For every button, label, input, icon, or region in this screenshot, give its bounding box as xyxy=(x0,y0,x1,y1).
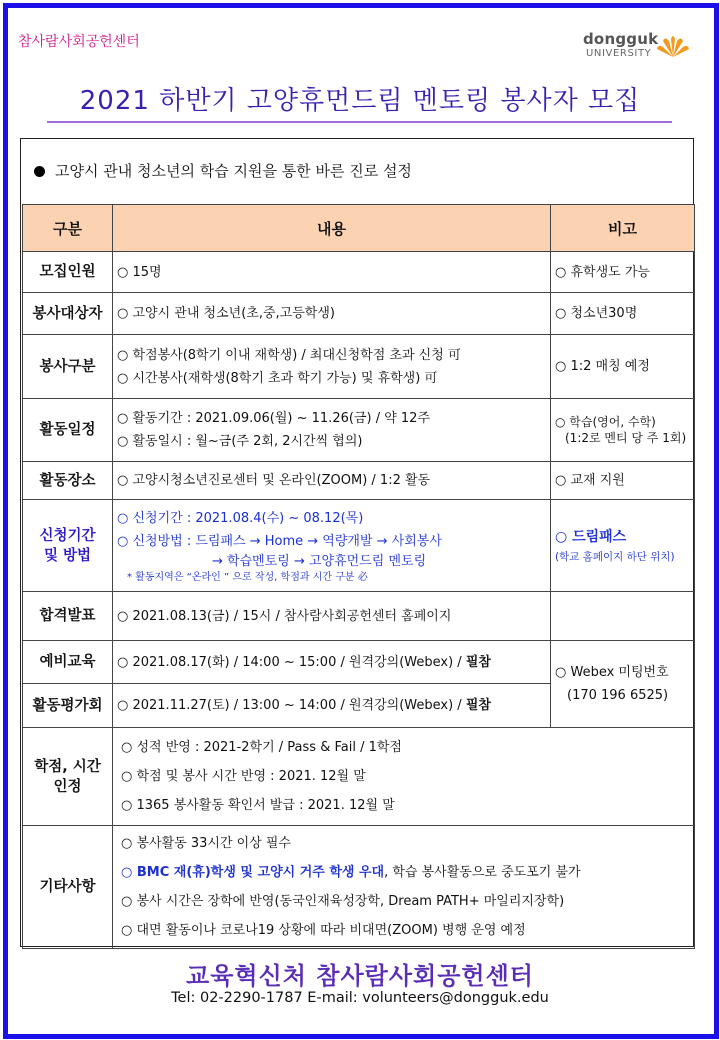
intro-text: 고양시 관내 청소년의 학습 지원을 통한 바른 진로 설정 xyxy=(55,162,412,180)
header-content: 내용 xyxy=(113,205,551,252)
footer-contact: Tel: 02-2290-1787 E-mail: volunteers@dongguk.edu xyxy=(171,990,549,1006)
cell-text: ○ 시간봉사(재학생(8학기 초과 학기 가능) 및 휴학생) 可 xyxy=(117,370,438,386)
row-label xyxy=(23,500,113,592)
cell-text: ○ 1365 봉사활동 확인서 발급 : 2021. 12월 말 xyxy=(121,798,395,813)
required-badge: 필참 xyxy=(465,654,491,670)
footnote: * 활동지역은 “온라인 ” 으로 작성, 학점과 시간 구분 必 xyxy=(127,571,368,583)
lotus-logo-icon xyxy=(655,27,691,63)
table-row xyxy=(23,252,695,293)
cell-text: → 학습멘토링 → 고양휴먼드림 멘토링 xyxy=(212,553,427,569)
row-label-line: 학점, 시간 xyxy=(34,758,101,775)
remark-text: (170 196 6525) xyxy=(567,688,669,703)
row-label: 활동장소 xyxy=(23,462,113,500)
cell-text-rest: , 학습 봉사활동으로 중도포기 불가 xyxy=(384,865,581,880)
cell-text: ○ 신청방법 : 드림패스 → Home → 역량개발 → 사회봉사 xyxy=(117,533,442,549)
cell-text: ○ 2021.08.13(금) / 15시 / 참사람사회공헌센터 홈페이지 xyxy=(117,608,452,624)
row-label: 모집인원 xyxy=(23,252,113,293)
cell-text: ○ 15명 xyxy=(117,264,162,280)
cell-text-main: ○ 2021.11.27(토) / 13:00 ~ 14:00 / 원격강의(Webex) / xyxy=(117,698,466,713)
remark-text: ○ 학습(영어, 수학) xyxy=(555,415,656,429)
cell-text: ○ 활동일시 : 월~금(주 2회, 2시간씩 협의) xyxy=(117,434,363,449)
cell-text: ○ 활동기간 : 2021.09.06(월) ~ 11.26(금) / 약 12주 xyxy=(117,411,430,426)
remark-text: ○ 드림패스 xyxy=(555,528,627,545)
logo-text: dongguk xyxy=(583,30,659,48)
required-badge: 필참 xyxy=(465,698,491,713)
cell-text: ○ 고양시 관내 청소년(초,중,고등학생) xyxy=(117,306,335,321)
page-title: 2021 하반기 고양휴먼드림 멘토링 봉사자 모집 xyxy=(79,86,641,116)
empty-cell xyxy=(551,592,695,641)
header-category: 구분 xyxy=(23,205,113,252)
cell-text: ○ 성적 반영 : 2021-2학기 / Pass & Fail / 1학점 xyxy=(121,740,402,755)
cell-text-emphasis: ○ BMC 재(휴)학생 및 고양시 거주 학생 우대 xyxy=(121,865,385,880)
recruitment-table xyxy=(22,204,695,949)
cell-text xyxy=(117,651,546,674)
cell-text: ○ 봉사 시간은 장학에 반영(동국인재육성장학, Dream PATH+ 마일리지장학) xyxy=(121,894,565,909)
cell-text-main: ○ 2021.08.17(화) / 14:00 ~ 15:00 / 원격강의(Webex) / xyxy=(117,654,466,670)
row-label: 합격발표 xyxy=(23,592,113,641)
center-name: 참사람사회공헌센터 xyxy=(18,34,140,50)
cell-text xyxy=(117,694,546,717)
row-label: 예비교육 xyxy=(23,641,113,684)
remark-text: ○ 청소년30명 xyxy=(555,306,638,321)
cell-text xyxy=(121,858,690,887)
remark-text: (1:2로 멘티 당 주 1회) xyxy=(565,431,687,445)
row-label xyxy=(23,728,113,826)
table-row xyxy=(23,592,695,641)
bullet-icon xyxy=(34,166,45,177)
row-label-line: 신청기간 xyxy=(39,527,96,544)
remark-text: (학교 홈페이지 하단 위치) xyxy=(555,550,675,563)
table-row xyxy=(23,728,695,826)
intro-line xyxy=(34,160,412,181)
cell-text: ○ 봉사활동 33시간 이상 필수 xyxy=(121,836,291,851)
remark-text: ○ 1:2 매칭 예정 xyxy=(555,359,650,374)
remark-text: ○ Webex 미팅번호 xyxy=(555,665,669,680)
footer-org: 교육혁신처 참사람사회공헌센터 xyxy=(186,962,534,990)
logo-subtext: UNIVERSITY xyxy=(586,48,652,59)
table-row xyxy=(23,399,695,462)
table-row xyxy=(23,826,695,949)
remark-text: ○ 휴학생도 가능 xyxy=(555,264,650,280)
row-label-line: 인정 xyxy=(53,778,82,795)
cell-text: ○ 학점 및 봉사 시간 반영 : 2021. 12월 말 xyxy=(121,769,366,784)
dongguk-logo xyxy=(583,27,693,67)
table-row xyxy=(23,641,695,684)
header-remarks: 비고 xyxy=(551,205,695,252)
row-label: 활동일정 xyxy=(23,399,113,462)
cell-text: ○ 대면 활동이나 코로나19 상황에 따라 비대면(ZOOM) 병행 운영 예정 xyxy=(121,923,526,938)
cell-text: ○ 신청기간 : 2021.08.4(수) ~ 08.12(목) xyxy=(117,510,364,526)
row-label: 기타사항 xyxy=(23,826,113,949)
table-row xyxy=(23,500,695,592)
table-row xyxy=(23,335,695,399)
table-row xyxy=(23,462,695,500)
row-label-line: 및 방법 xyxy=(43,547,92,564)
row-label: 봉사대상자 xyxy=(23,293,113,335)
title-underline xyxy=(47,121,672,123)
cell-text: ○ 학점봉사(8학기 이내 재학생) / 최대신청학점 초과 신청 可 xyxy=(117,347,461,363)
row-label: 활동평가회 xyxy=(23,684,113,728)
table-header-row xyxy=(23,205,695,252)
row-label: 봉사구분 xyxy=(23,335,113,399)
remark-text: ○ 교재 지원 xyxy=(555,473,625,488)
table-row xyxy=(23,293,695,335)
cell-text: ○ 고양시청소년진로센터 및 온라인(ZOOM) / 1:2 활동 xyxy=(117,473,431,488)
